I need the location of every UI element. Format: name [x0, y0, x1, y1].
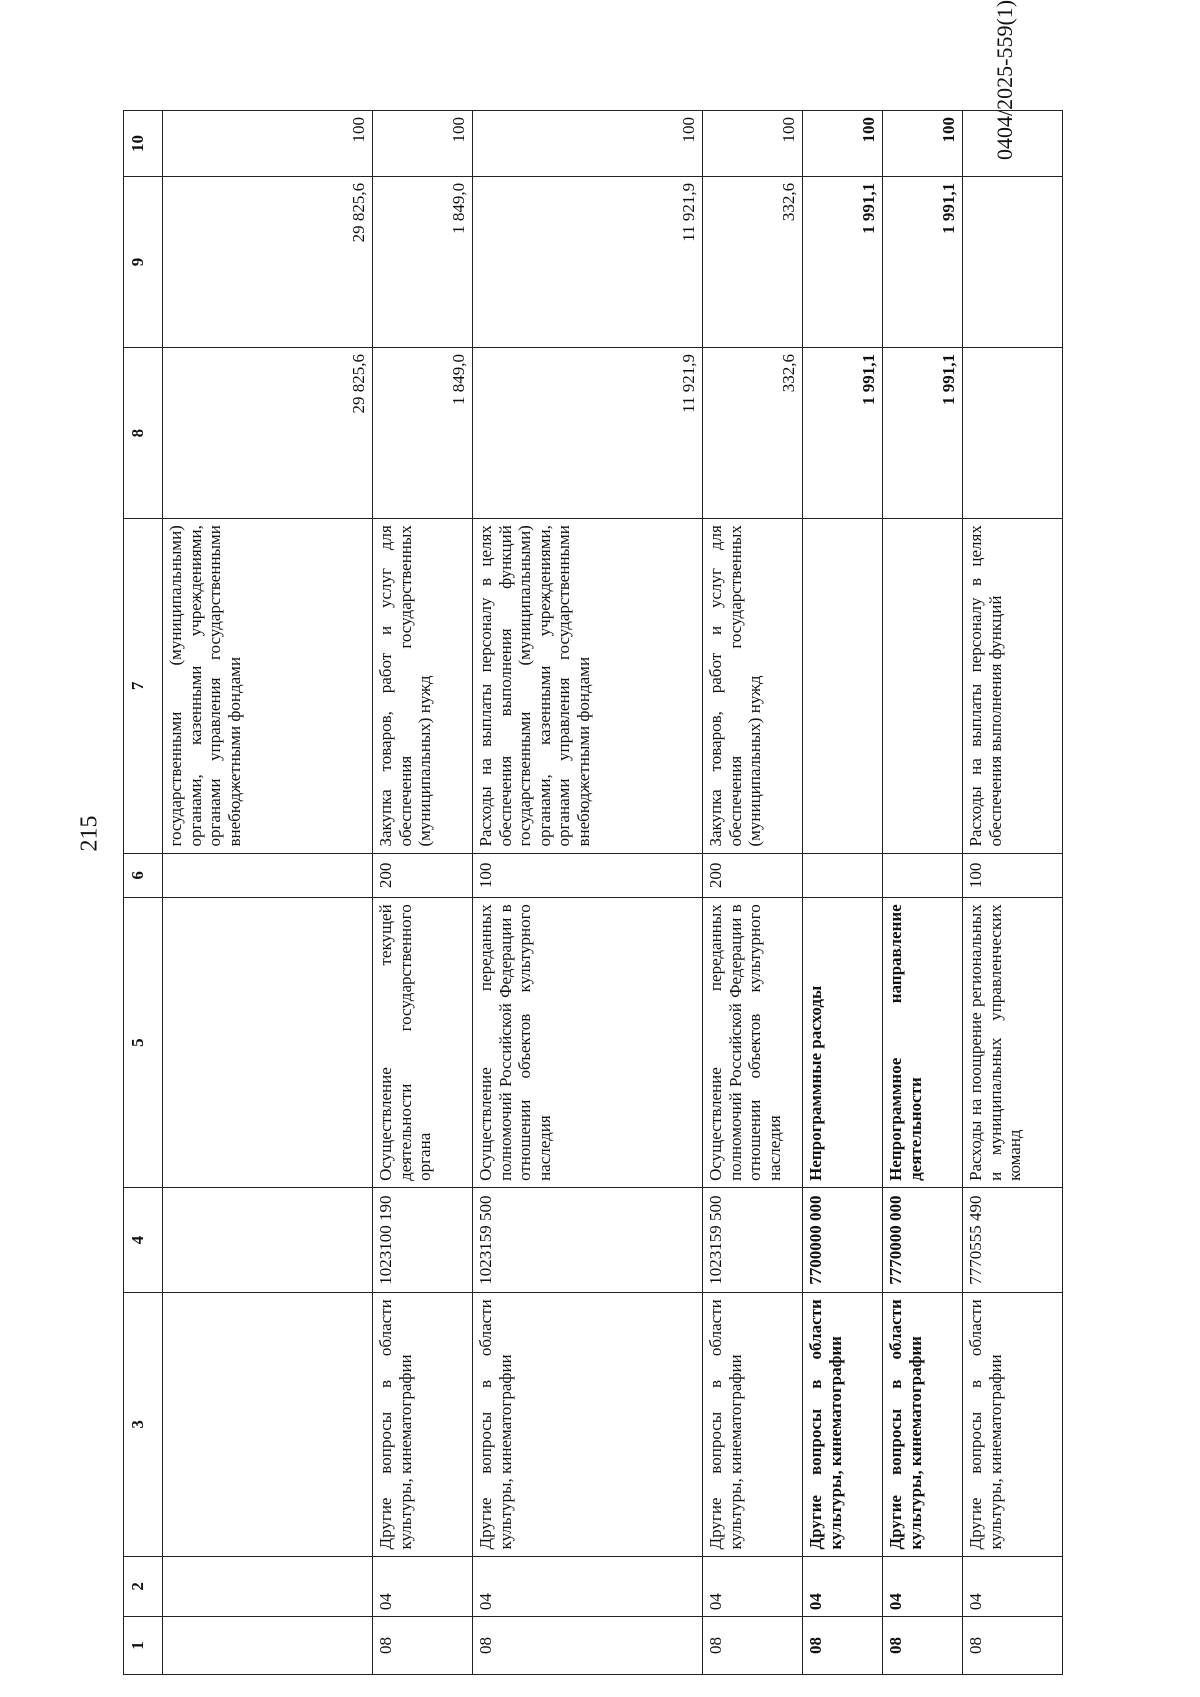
budget-table [123, 110, 1063, 1675]
table-cell-col4: 7700000 000 [803, 1187, 883, 1292]
table-cell-col2: 04 [803, 1556, 883, 1617]
column-header: 3 [124, 1293, 163, 1556]
table-cell-col9: 1 991,1 [883, 176, 963, 347]
table-cell-col3: Другие вопросы в области культуры, кинематографии [803, 1293, 883, 1556]
table-row [883, 111, 963, 1675]
table-cell-col1 [163, 1617, 373, 1675]
table-cell-col9: 1 991,1 [803, 176, 883, 347]
table-cell-col7: Закупка товаров, работ и услуг для обеспечения государственных (муниципальных) нужд [373, 519, 473, 853]
table-cell-col5: Непрограммное направление деятельности [883, 898, 963, 1188]
table-cell-col6: 100 [473, 853, 703, 898]
table-cell-col4: 1023159 500 [473, 1187, 703, 1292]
table-cell-col6 [163, 853, 373, 898]
table-cell-col7: Расходы на выплаты персоналу в целях обеспечения выполнения функций [963, 519, 1063, 853]
table-cell-col10: 100 [473, 111, 703, 177]
table-cell-col3: Другие вопросы в области культуры, кинематографии [703, 1293, 803, 1556]
table-cell-col9: 29 825,6 [163, 176, 373, 347]
table-cell-col6 [883, 853, 963, 898]
column-header: 9 [124, 176, 163, 347]
table-cell-col8: 1 991,1 [803, 348, 883, 519]
table-cell-col1: 08 [703, 1617, 803, 1675]
table-cell-col10: 100 [373, 111, 473, 177]
column-header: 4 [124, 1187, 163, 1292]
table-cell-col4: 1023159 500 [703, 1187, 803, 1292]
table-cell-col7 [883, 519, 963, 853]
table-row [963, 111, 1063, 1675]
table-cell-col2: 04 [963, 1556, 1063, 1617]
column-header: 2 [124, 1556, 163, 1617]
rotated-table-wrapper [123, 110, 1023, 1675]
column-header: 8 [124, 348, 163, 519]
table-cell-col9 [963, 176, 1063, 347]
table-cell-col10: 100 [883, 111, 963, 177]
table-cell-col7: государственными (муниципальными) органами, казенными учреждениями, органами управления государственными внебюджетными фондами [163, 519, 373, 853]
table-cell-col3: Другие вопросы в области культуры, кинематографии [473, 1293, 703, 1556]
table-cell-col8: 29 825,6 [163, 348, 373, 519]
table-cell-col10: 100 [803, 111, 883, 177]
table-cell-col3: Другие вопросы в области культуры, кинематографии [373, 1293, 473, 1556]
table-cell-col3: Другие вопросы в области культуры, кинематографии [963, 1293, 1063, 1556]
table-cell-col7: Расходы на выплаты персоналу в целях обеспечения выполнения функций государственными (муниципальными) органами, казенными учреждениями, органами управления государственными внебюджетными фондами [473, 519, 703, 853]
table-cell-col10: 100 [703, 111, 803, 177]
table-cell-col8: 11 921,9 [473, 348, 703, 519]
table-cell-col9: 11 921,9 [473, 176, 703, 347]
table-cell-col1: 08 [373, 1617, 473, 1675]
document-code: 0404/2025-559(1) [992, 0, 1017, 160]
table-cell-col4: 1023100 190 [373, 1187, 473, 1292]
table-cell-col8: 1 991,1 [883, 348, 963, 519]
table-cell-col5: Расходы на поощрение региональных и муниципальных управленческих команд [963, 898, 1063, 1188]
table-cell-col3: Другие вопросы в области культуры, кинематографии [883, 1293, 963, 1556]
table-cell-col2: 04 [703, 1556, 803, 1617]
column-header: 7 [124, 519, 163, 853]
table-cell-col6: 200 [703, 853, 803, 898]
table-cell-col7: Закупка товаров, работ и услуг для обеспечения государственных (муниципальных) нужд [703, 519, 803, 853]
table-cell-col10: 100 [163, 111, 373, 177]
table-cell-col1: 08 [963, 1617, 1063, 1675]
table-cell-col3 [163, 1293, 373, 1556]
table-cell-col2: 04 [373, 1556, 473, 1617]
table-cell-col6: 100 [963, 853, 1063, 898]
table-cell-col1: 08 [473, 1617, 703, 1675]
column-header: 10 [124, 111, 163, 177]
table-cell-col7 [803, 519, 883, 853]
column-header: 6 [124, 853, 163, 898]
table-row [703, 111, 803, 1675]
table-row [473, 111, 703, 1675]
page-number: 215 [76, 815, 103, 852]
table-cell-col6 [803, 853, 883, 898]
header-row [124, 111, 163, 1675]
table-cell-col5: Осуществление текущей деятельности государственного органа [373, 898, 473, 1188]
table-row [163, 111, 373, 1675]
table-cell-col8: 1 849,0 [373, 348, 473, 519]
table-cell-col8 [963, 348, 1063, 519]
table-cell-col2: 04 [883, 1556, 963, 1617]
column-header: 1 [124, 1617, 163, 1675]
table-cell-col5: Непрограммные расходы [803, 898, 883, 1188]
table-cell-col9: 332,6 [703, 176, 803, 347]
column-header: 5 [124, 898, 163, 1188]
table-cell-col2 [163, 1556, 373, 1617]
table-cell-col4: 7770000 000 [883, 1187, 963, 1292]
table-cell-col2: 04 [473, 1556, 703, 1617]
table-cell-col6: 200 [373, 853, 473, 898]
table-cell-col4 [163, 1187, 373, 1292]
table-cell-col1: 08 [803, 1617, 883, 1675]
table-cell-col9: 1 849,0 [373, 176, 473, 347]
table-cell-col5: Осуществление переданных полномочий Российской Федерации в отношении объектов культурного наследия [703, 898, 803, 1188]
table-cell-col1: 08 [883, 1617, 963, 1675]
table-cell-col5 [163, 898, 373, 1188]
table-cell-col5: Осуществление переданных полномочий Российской Федерации в отношении объектов культурного наследия [473, 898, 703, 1188]
table-cell-col10 [963, 111, 1063, 177]
table-cell-col8: 332,6 [703, 348, 803, 519]
table-row [803, 111, 883, 1675]
table-cell-col4: 7770555 490 [963, 1187, 1063, 1292]
table-row [373, 111, 473, 1675]
